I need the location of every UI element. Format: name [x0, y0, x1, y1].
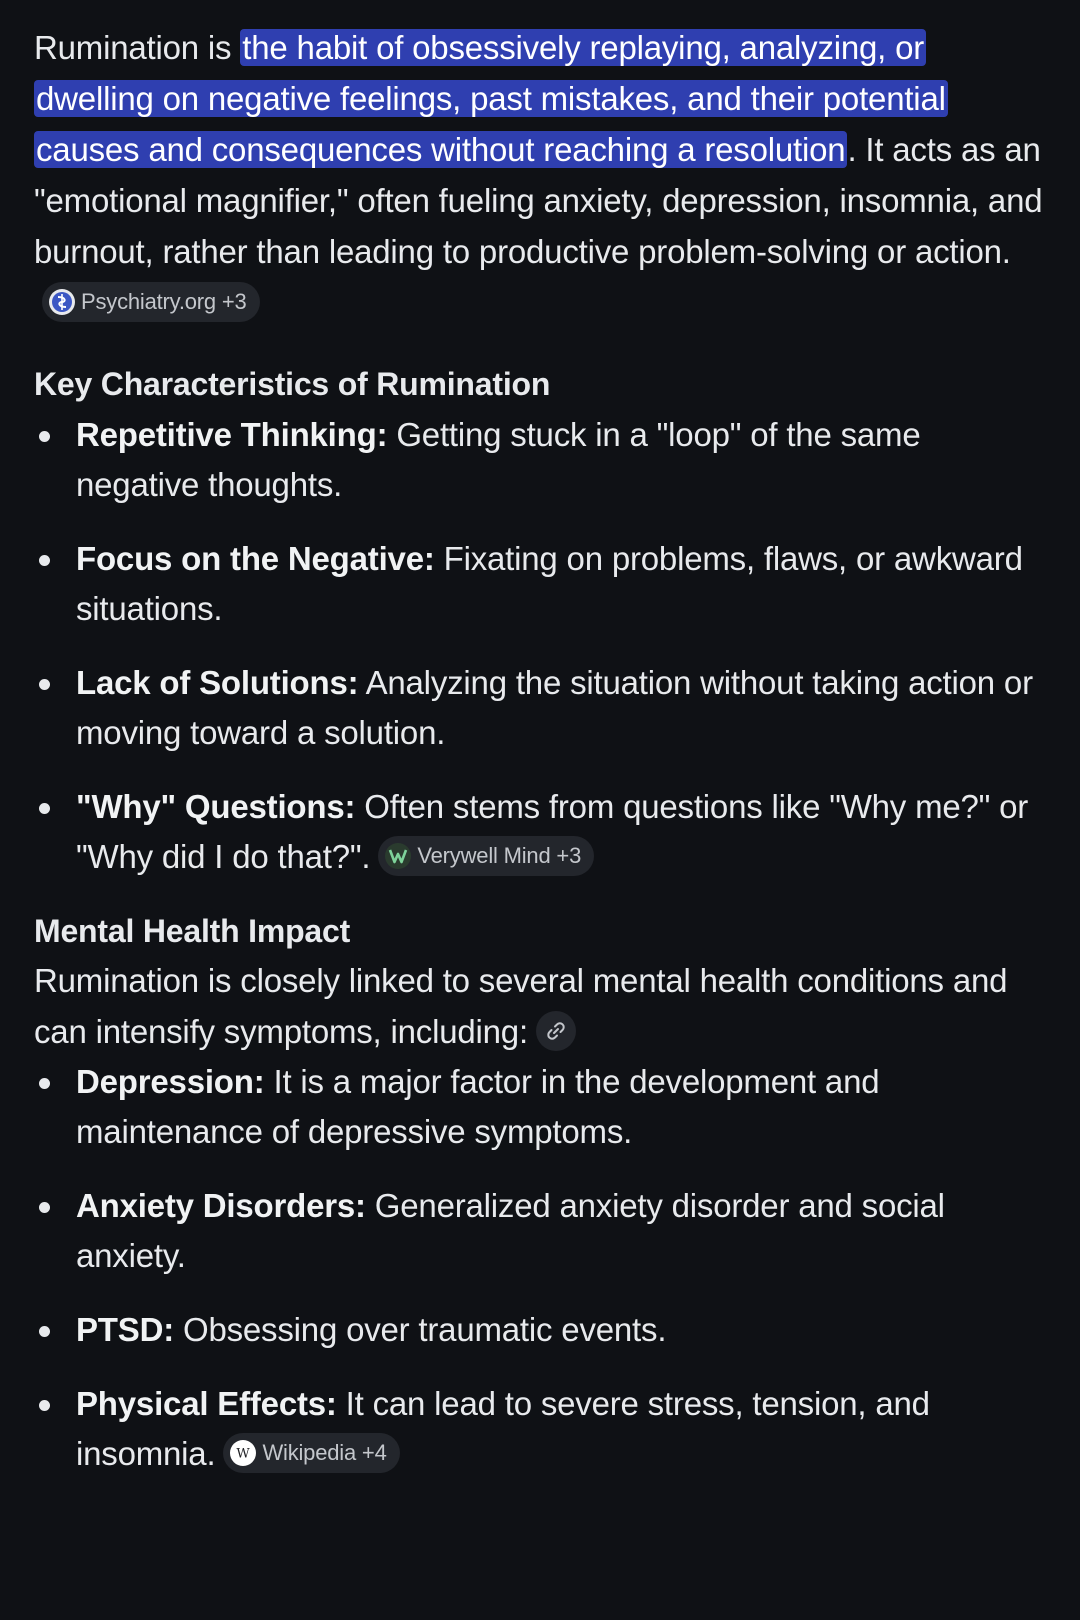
list-item-term: Lack of Solutions:	[76, 664, 359, 701]
intro-paragraph	[34, 22, 1046, 328]
list-item-term: Anxiety Disorders:	[76, 1187, 366, 1224]
list-item-text: Often stems from questions like "Why me?" or "Why did I do that?".	[76, 788, 1029, 875]
list-item-text: Analyzing the situation without taking action or moving toward a solution.	[76, 664, 1033, 751]
list-item	[34, 1057, 1046, 1157]
section-heading-characteristics: Key Characteristics of Rumination	[34, 366, 551, 402]
list-item	[34, 534, 1046, 634]
svg-text:W: W	[236, 1446, 251, 1462]
citation-label: Psychiatry.org +3	[81, 289, 247, 315]
list-item-text: It is a major factor in the development and maintenance of depressive symptoms.	[76, 1063, 880, 1150]
list-item-term: Physical Effects:	[76, 1385, 337, 1422]
list-item-term: Focus on the Negative:	[76, 540, 435, 577]
section-heading-impact: Mental Health Impact	[34, 913, 351, 949]
list-item	[34, 410, 1046, 510]
list-item-text: It can lead to severe stress, tension, and insomnia.	[76, 1385, 930, 1472]
list-item	[34, 782, 1046, 882]
psychiatry-logo-icon	[49, 289, 75, 315]
citation-label: Verywell Mind +3	[417, 843, 582, 869]
citation-label: Wikipedia +4	[262, 1440, 387, 1466]
list-item	[34, 658, 1046, 758]
list-item-term: Depression:	[76, 1063, 265, 1100]
list-item-term: PTSD:	[76, 1311, 175, 1348]
intro-text-before: Rumination is	[34, 29, 241, 66]
impact-list	[34, 1057, 1046, 1479]
list-item-text: Fixating on problems, flaws, or awkward situations.	[76, 540, 1023, 627]
list-item	[34, 1181, 1046, 1281]
citation-chip-verywell[interactable]	[378, 836, 594, 876]
list-item-term: Repetitive Thinking:	[76, 416, 388, 453]
verywell-logo-icon	[385, 843, 411, 869]
list-item	[34, 1379, 1046, 1479]
list-item-text: Generalized anxiety disorder and social anxiety.	[76, 1187, 945, 1274]
wikipedia-logo-icon	[230, 1440, 256, 1466]
list-item-text: Getting stuck in a "loop" of the same negative thoughts.	[76, 416, 921, 503]
citation-chip-psychiatry[interactable]	[42, 282, 260, 322]
highlighted-definition[interactable]: the habit of obsessively replaying, analyzing, or dwelling on negative feelings, past mistakes, and their potential causes and consequences without reaching a resolution	[36, 29, 946, 168]
list-item-term: "Why" Questions:	[76, 788, 356, 825]
impact-intro-paragraph	[34, 955, 1046, 1057]
intro-text-after: . It acts as an "emotional magnifier," often fueling anxiety, depression, insomnia, and burnout, rather than leading to productive problem-solving or action.	[34, 131, 1043, 270]
list-item-text: Obsessing over traumatic events.	[174, 1311, 667, 1348]
characteristics-list	[34, 410, 1046, 882]
impact-intro-text: Rumination is closely linked to several mental health conditions and can intensify symptoms, including:	[34, 962, 1008, 1050]
citation-chip-wikipedia[interactable]	[223, 1433, 399, 1473]
link-icon[interactable]	[536, 1011, 576, 1051]
list-item	[34, 1305, 1046, 1355]
